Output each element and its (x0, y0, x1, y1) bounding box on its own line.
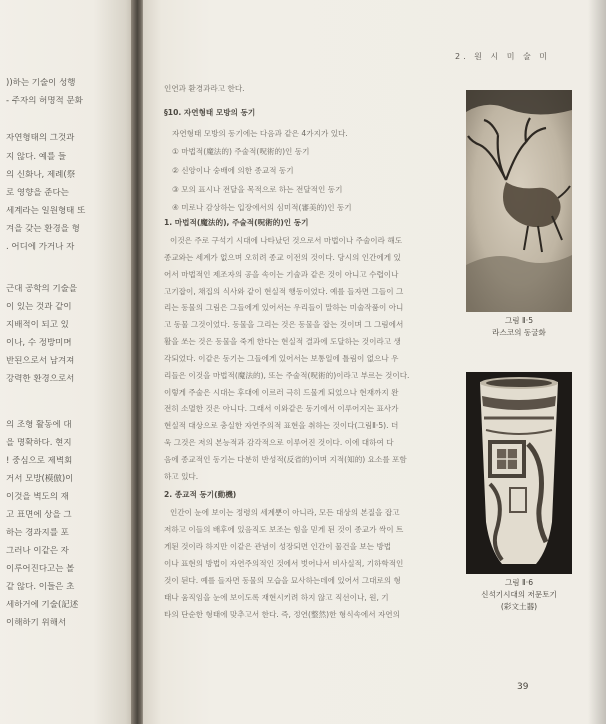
left-page-line: 이 있는 것과 같이 (6, 302, 72, 312)
left-page-line: 의 신화나, 제례(祭 (6, 170, 76, 180)
body-line: 인간이 눈에 보이는 정령의 세계뿐이 아니라, 모든 대상의 본질을 잡고 (170, 508, 400, 517)
left-page-line: . 어디에 가거나 자 (6, 242, 75, 252)
left-page-line: - 주자의 허명적 문화 (6, 96, 83, 106)
body-line: 각되었다. 이같은 동기는 그들에게 있어서는 보통일에 틀림이 없으나 우 (164, 354, 399, 363)
left-page-line: 의 조형 활동에 대 (6, 420, 72, 430)
body-line: 음에 종교적인 동기는 다분히 반성적(反省的)이며 지적(知的) 요소를 포함 (164, 455, 407, 464)
left-page-line: 근대 공학의 기술을 (6, 284, 78, 294)
body-line: 하고 있다. (164, 472, 199, 481)
figure1-caption-line1: 그림 Ⅱ·5 (504, 316, 534, 325)
body-line: 이렇게 주술은 시대는 후대에 이르러 극히 드물게 되었으나 현재까지 완 (164, 388, 399, 397)
body-line: 종교와는 세계가 없으며 오히려 종교 이전의 것이다. 당시의 인간에게 있 (164, 253, 401, 262)
body-line: ④ 미로나 감상하는 입장에서의 심미적(審美的)인 동기 (172, 203, 352, 212)
left-page-line: 이나, 수 정방미며 (6, 338, 72, 348)
left-page-line: 지 않다. 예를 들 (6, 152, 67, 162)
section-heading: 2. 종교적 동기(動機) (164, 490, 237, 499)
left-page-line: 거서 모방(模倣)이 (6, 474, 74, 484)
page-number: 39 (517, 682, 529, 692)
body-line: 고기잡이, 채집의 식사와 같이 현실적 행동이었다. 예를 들자면 그들이 그 (164, 287, 404, 296)
left-page-line: 겨을 갖는 환경을 형 (6, 224, 80, 234)
body-line: 현실적 대상으로 충실한 자연주의적 표현을 취하는 것이다(그림Ⅱ·5). 더 (164, 421, 399, 430)
cave-painting-illustration (466, 90, 572, 312)
body-line: 게된 것이라 하지만 이같은 관념이 성장되면 인간이 물건을 보는 방법 (164, 542, 392, 551)
left-page-line: 로 영향을 준다는 (6, 188, 69, 198)
section-heading: §10. 자연형태 모방의 동기 (164, 108, 256, 117)
body-line: 자연형태 모방의 동기에는 다음과 같은 4가지가 있다. (172, 129, 348, 138)
left-page-line: 자연형태의 그것과 (6, 133, 75, 143)
left-page-line: 지배적이 되고 있 (6, 320, 69, 330)
body-line: 어서 마법적인 제조자의 공을 속이는 기술과 같은 것이 아니고 수렵이나 (164, 270, 399, 279)
left-page-line: 하는 경과지를 포 (6, 528, 69, 538)
left-page-line: 반된으로서 남겨져 (6, 356, 75, 366)
left-page-line: 이것을 벽도의 재 (6, 492, 69, 502)
painted-pottery-illustration (466, 372, 572, 574)
left-page-line: 강력한 환경으로서 (6, 374, 75, 384)
body-line: 저하고 이들의 배후에 있음직도 보조는 힘을 믿게 된 것이 종교가 싹이 트 (164, 525, 404, 534)
body-line: ③ 모의 표시나 전달을 목적으로 하는 전달적인 동기 (172, 185, 343, 194)
body-line: ① 마법적(魔法的) 주술적(呪術的)인 동기 (172, 147, 310, 156)
left-page-line: 고 표면에 상을 그 (6, 510, 72, 520)
body-line: 리는 동물의 그림은 그들에게 있어서는 우리들이 말하는 미술작품이 아니 (164, 303, 404, 312)
running-header: 2. 원 시 미 술 미 (455, 52, 550, 61)
body-line: 욱 그것은 저의 본능적과 감각적으로 이루어진 것이다. 이에 대하여 다 (164, 438, 394, 447)
body-line: 전히 소멸한 것은 아니다. 그래서 이와같은 동기에서 이루어지는 표사가 (164, 404, 399, 413)
body-line: 인연과 환경과라고 한다. (164, 84, 245, 93)
figure2-caption-line2: 신석기시대의 저문토기 (481, 590, 557, 599)
figure2-caption-line1: 그림 Ⅱ·6 (504, 578, 534, 587)
figure2-caption-line3: (彩文土器) (500, 602, 538, 611)
body-line: 타의 단순한 형태에 맞추고서 한다. 즉, 정연(整然)한 형식속에서 자연의 (164, 610, 400, 619)
left-page-line: 을 명확하다. 현지 (6, 438, 72, 448)
left-page-line: 이해하기 위해서 (6, 618, 67, 628)
body-line: 태나 움직임을 눈에 보이도록 재현시키려 하지 않고 직선이나, 원, 기 (164, 593, 389, 602)
body-line: 활을 쏘는 것은 동물을 죽게 한다는 현실적 결과에 도달하는 것이라고 생 (164, 337, 401, 346)
left-page-line: ! 중심으로 제벽회 (6, 456, 73, 466)
left-page-line: ))하는 기술이 성행 (6, 78, 76, 88)
left-page-line: 그러나 이같은 자 (6, 546, 69, 556)
left-page-line: 같 않다. 이들은 초 (6, 582, 75, 592)
body-line: 이것은 주로 구석기 시대에 나타났던 것으로서 마법이나 주술이라 해도 (170, 236, 403, 245)
page-edge-shadow (588, 0, 606, 724)
left-page-line: 세계라는 일원형태 또 (6, 206, 86, 216)
left-page-line: 이루어진다고는 볼 (6, 564, 75, 574)
body-line: 고 동물 그것이었다. 동물을 그리는 것은 동물을 잡는 것이며 그 그림에서 (164, 320, 404, 329)
pottery-image (466, 372, 572, 574)
cave-painting-image (466, 90, 572, 312)
section-heading: 1. 마법적(魔法的), 주술적(呪術的)인 동기 (164, 218, 309, 227)
figure1-caption-line2: 라스코의 동굴화 (492, 328, 546, 337)
body-line: 것이 된다. 예를 들자면 동물의 모습을 묘사하는데에 있어서 그대로의 형 (164, 576, 401, 585)
body-line: 리들은 이것을 마법적(魔法的), 또는 주술적(呪術的)이라고 부르는 것이다. (164, 371, 410, 380)
body-line: ② 신앙이나 숭배에 의한 종교적 동기 (172, 166, 294, 175)
body-line: 이나 표현의 방법이 자연주의적인 것에서 벗어나서 비사실적, 기하학적인 (164, 559, 404, 568)
left-page (0, 0, 137, 724)
left-page-line: 세하거에 기술(記述 (6, 600, 79, 610)
